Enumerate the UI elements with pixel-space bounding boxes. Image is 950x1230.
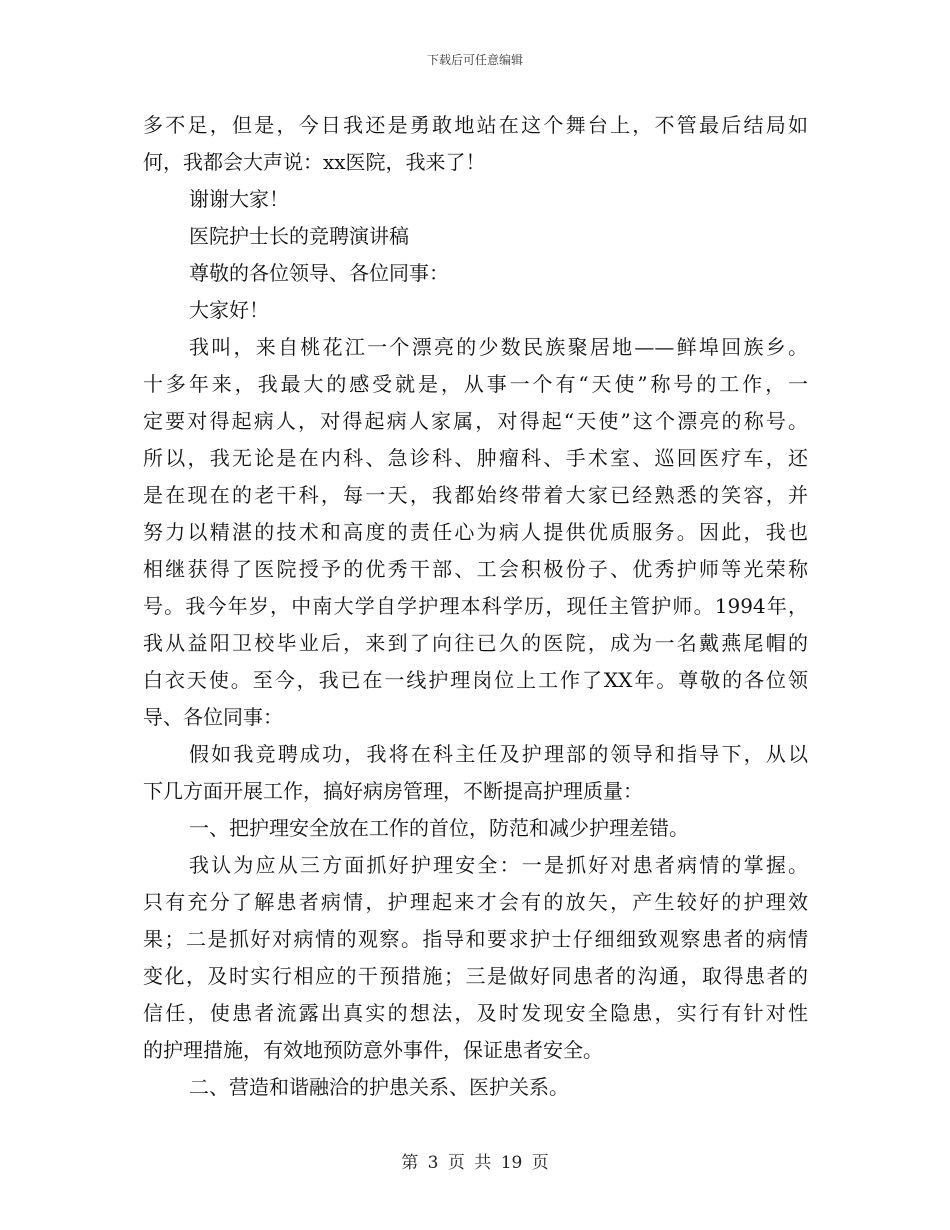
text-line: 尊敬的各位领导、各位同事： [189, 261, 449, 285]
text-line: 谢谢大家！ [189, 187, 289, 211]
text-line: 号。我今年岁，中南大学自学护理本科学历，现任主管护师。1994年， [143, 594, 808, 618]
text-line: 导、各位同事： [143, 705, 283, 729]
text-line: 医院护士长的竞聘演讲稿 [189, 224, 409, 248]
text-line: 相继获得了医院授予的优秀干部、工会积极份子、优秀护师等光荣称 [143, 557, 808, 581]
text-line: 白衣天使。至今，我已在一线护理岗位上工作了XX年。尊敬的各位领 [143, 668, 808, 692]
text-line: 的护理措施，有效地预防意外事件，保证患者安全。 [143, 1038, 603, 1062]
text-line: 多不足，但是，今日我还是勇敢地站在这个舞台上，不管最后结局如 [143, 113, 808, 137]
text-line: 变化，及时实行相应的干预措施；三是做好同患者的沟通，取得患者的 [143, 964, 808, 988]
page-number-footer: 第 3 页 共 19 页 [401, 1153, 549, 1173]
text-line: 我从益阳卫校毕业后，来到了向往已久的医院，成为一名戴燕尾帽的 [143, 631, 808, 655]
text-line: 努力以精湛的技术和高度的责任心为病人提供优质服务。因此，我也 [143, 520, 808, 544]
text-line: 我叫，来自桃花江一个漂亮的少数民族聚居地——鲜埠回族乡。 [189, 335, 808, 359]
text-line: 何，我都会大声说：xx医院，我来了！ [143, 150, 486, 174]
text-line: 只有充分了解患者病情，护理起来才会有的放矢，产生较好的护理效 [143, 890, 808, 914]
text-line: 假如我竞聘成功，我将在科主任及护理部的领导和指导下，从以 [189, 742, 808, 766]
text-line: 一、把护理安全放在工作的首位，防范和减少护理差错。 [189, 816, 689, 840]
text-line: 所以，我无论是在内科、急诊科、肿瘤科、手术室、巡回医疗车，还 [143, 446, 808, 470]
text-line: 我认为应从三方面抓好护理安全：一是抓好对患者病情的掌握。 [189, 853, 808, 877]
document-body [143, 107, 808, 1106]
text-line: 定要对得起病人，对得起病人家属，对得起“天使”这个漂亮的称号。 [143, 409, 808, 433]
text-line: 下几方面开展工作，搞好病房管理，不断提高护理质量： [143, 779, 643, 803]
text-line: 十多年来，我最大的感受就是，从事一个有“天使”称号的工作，一 [143, 372, 808, 396]
page-header: 下载后可任意编辑 [426, 53, 523, 67]
text-line: 果；二是抓好对病情的观察。指导和要求护士仔细细致观察患者的病情 [143, 927, 808, 951]
text-line: 是在现在的老干科，每一天，我都始终带着大家已经熟悉的笑容，并 [143, 483, 808, 507]
text-line: 大家好！ [189, 298, 269, 322]
text-line: 二、营造和谐融洽的护患关系、医护关系。 [189, 1075, 569, 1099]
text-line: 信任，使患者流露出真实的想法，及时发现安全隐患，实行有针对性 [143, 1001, 808, 1025]
